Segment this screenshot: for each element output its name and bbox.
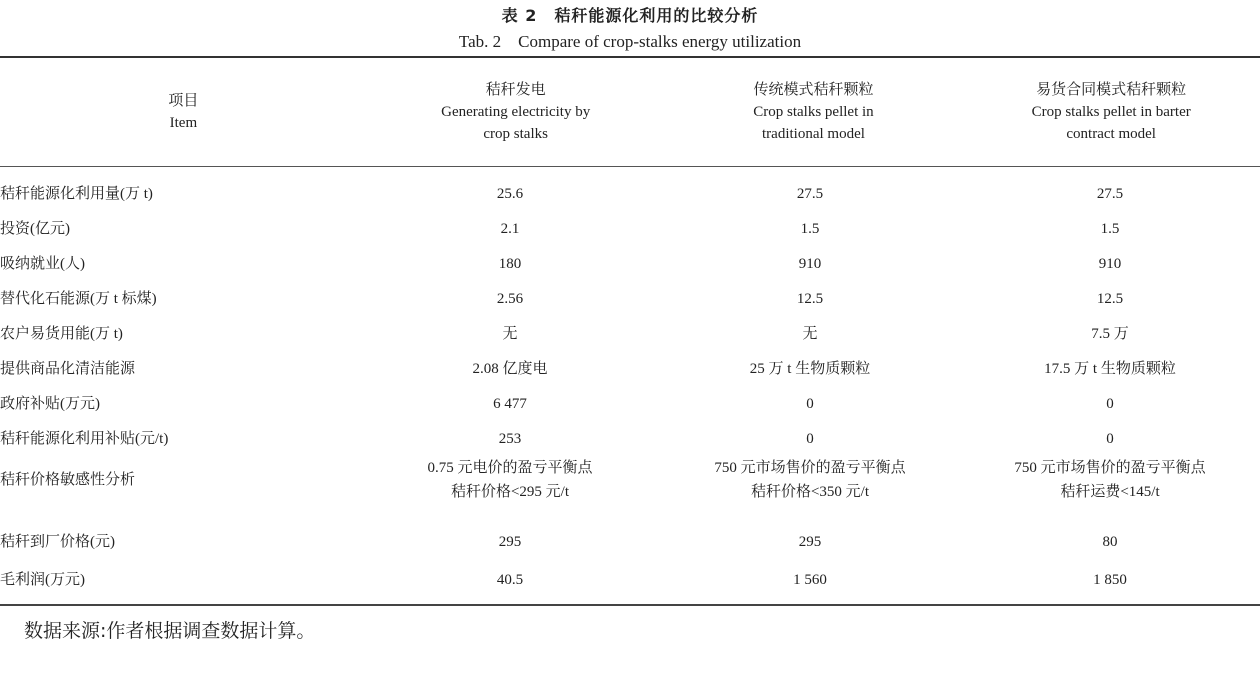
table-row — [0, 281, 1260, 316]
cell: 2.1 — [500, 220, 520, 237]
cell: 27.5 — [1096, 185, 1124, 202]
cell — [360, 456, 660, 504]
table-source-note: 数据来源:作者根据调查数据计算。 — [24, 620, 316, 642]
cell-line: 0.75 元电价的盈亏平衡点 — [427, 460, 593, 476]
header-item-en: Item — [169, 115, 198, 131]
cell-line: 750 元市场售价的盈亏平衡点 — [714, 460, 906, 476]
header-en: crop stalks — [483, 126, 548, 142]
table-row — [0, 386, 1260, 421]
cell: 180 — [498, 255, 522, 272]
cell: 12.5 — [796, 290, 824, 307]
cell: 2.56 — [496, 290, 524, 307]
row-label: 投资(亿元) — [0, 220, 70, 237]
header-en: Crop stalks pellet in — [753, 104, 874, 120]
row-label: 秸秆价格敏感性分析 — [0, 472, 136, 488]
cell: 40.5 — [496, 572, 524, 588]
row-label: 政府补贴(万元) — [0, 395, 100, 412]
table-row — [0, 351, 1260, 386]
header-col-electricity — [367, 58, 665, 166]
header-item — [0, 58, 367, 166]
cell: 27.5 — [796, 185, 824, 202]
cell: 0 — [806, 395, 814, 412]
cell: 25.6 — [496, 185, 524, 202]
table-row — [0, 211, 1260, 246]
cell-line: 秸秆价格<350 元/t — [750, 484, 870, 500]
cell: 7.5 万 — [1091, 325, 1129, 342]
header-col-barter — [962, 58, 1260, 166]
row-label: 替代化石能源(万 t 标煤) — [0, 290, 157, 307]
table-row-sensitivity — [0, 456, 1260, 504]
cell — [960, 456, 1260, 504]
cell: 无 — [802, 325, 818, 342]
table-row — [0, 421, 1260, 456]
cell: 12.5 — [1096, 290, 1124, 307]
table-row — [0, 560, 1260, 600]
header-en: Generating electricity by — [441, 104, 591, 120]
table-row — [0, 246, 1260, 281]
cell: 0 — [806, 430, 814, 447]
row-label: 毛利润(万元) — [0, 572, 85, 588]
header-rule — [0, 166, 1260, 167]
header-zh: 秸秆发电 — [485, 82, 546, 98]
table-body — [0, 176, 1260, 600]
table-subtitle: Tab. 2 Compare of crop-stalks energy utilization — [458, 32, 802, 51]
bottom-rule — [0, 604, 1260, 606]
cell: 295 — [498, 534, 522, 550]
table-row — [0, 524, 1260, 560]
header-en: Crop stalks pellet in barter — [1031, 104, 1191, 120]
cell-line: 秸秆价格<295 元/t — [450, 484, 570, 500]
table-row — [0, 316, 1260, 351]
row-label: 提供商品化清洁能源 — [0, 360, 136, 377]
header-en: traditional model — [762, 126, 865, 142]
cell: 0 — [1106, 395, 1114, 412]
cell: 25 万 t 生物质颗粒 — [749, 360, 871, 377]
row-label: 秸秆能源化利用量(万 t) — [0, 185, 153, 202]
cell: 910 — [798, 255, 822, 272]
cell-line: 750 元市场售价的盈亏平衡点 — [1014, 460, 1206, 476]
cell: 6 477 — [493, 395, 527, 412]
cell: 1 560 — [793, 572, 827, 588]
header-zh: 易货合同模式秸秆颗粒 — [1036, 82, 1187, 98]
cell: 无 — [502, 325, 518, 342]
cell: 0 — [1106, 430, 1114, 447]
row-label: 秸秆能源化利用补贴(元/t) — [0, 430, 169, 447]
table-row — [0, 176, 1260, 211]
cell: 1.5 — [1100, 220, 1120, 237]
cell: 2.08 亿度电 — [472, 360, 548, 377]
cell: 1 850 — [1093, 572, 1127, 588]
table-title: 表 2 秸秆能源化利用的比较分析 — [501, 6, 759, 25]
header-zh: 传统模式秸秆颗粒 — [753, 82, 874, 98]
cell: 80 — [1102, 534, 1118, 550]
header-item-zh: 项目 — [168, 93, 199, 109]
cell-line: 秸秆运费<145/t — [1060, 484, 1160, 500]
cell: 253 — [498, 430, 522, 447]
header-col-traditional — [665, 58, 963, 166]
row-label: 吸纳就业(人) — [0, 255, 85, 272]
row-label: 秸秆到厂价格(元) — [0, 534, 115, 550]
cell: 910 — [1098, 255, 1122, 272]
table-header — [0, 58, 1260, 166]
header-en: contract model — [1066, 126, 1156, 142]
cell — [660, 456, 960, 504]
cell: 1.5 — [800, 220, 820, 237]
row-label: 农户易货用能(万 t) — [0, 325, 123, 342]
cell: 295 — [798, 534, 822, 550]
cell: 17.5 万 t 生物质颗粒 — [1044, 360, 1176, 377]
